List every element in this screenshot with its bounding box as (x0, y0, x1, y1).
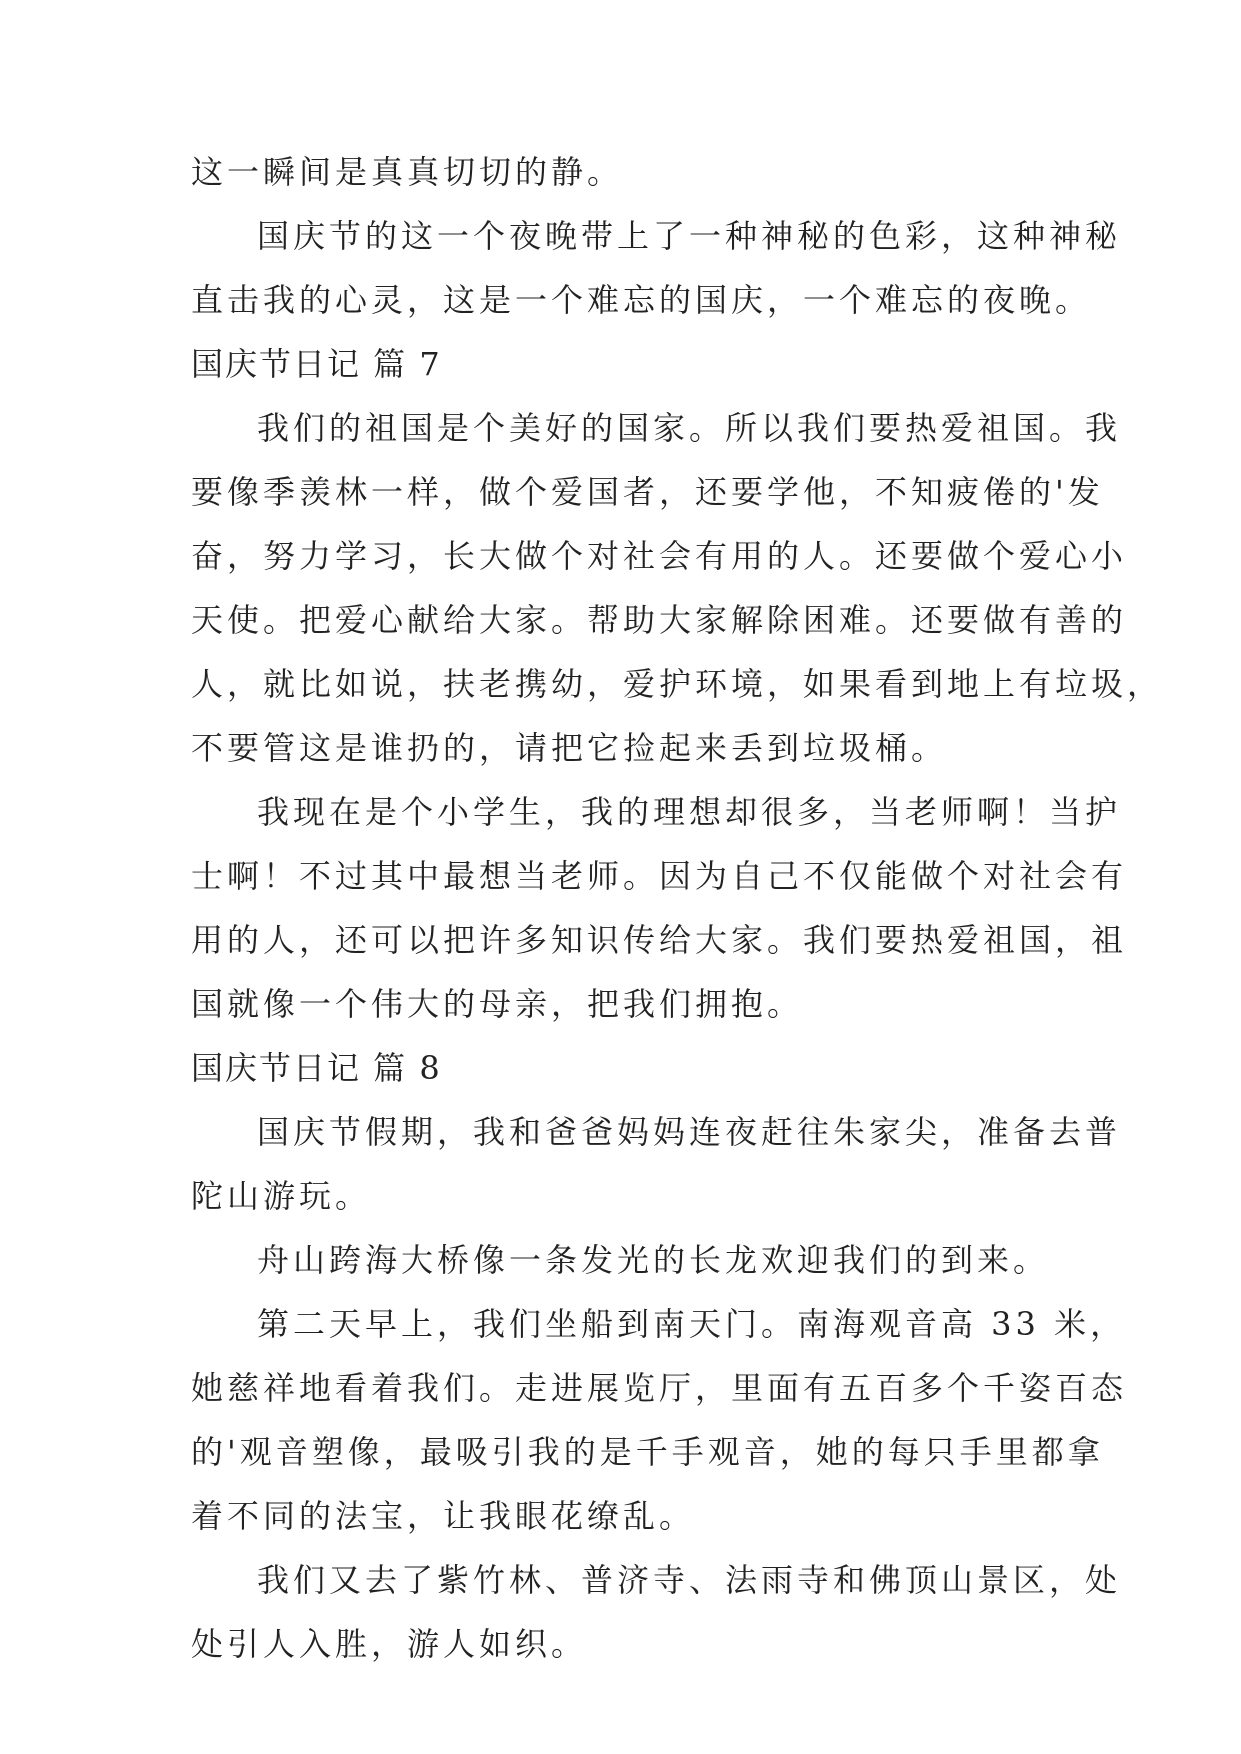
section-heading: 国庆节日记 篇 8 (191, 1049, 442, 1087)
paragraph-first-line: 我们又去了紫竹林、普济寺、法雨寺和佛顶山景区，处 (257, 1561, 1122, 1599)
text-line: 士啊！不过其中最想当老师。因为自己不仅能做个对社会有 (191, 857, 1128, 895)
text-line: 国就像一个伟大的母亲，把我们拥抱。 (191, 985, 804, 1023)
text-line: 人，就比如说，扶老携幼，爱护环境，如果看到地上有垃圾， (191, 665, 1164, 703)
text-line: 天使。把爱心献给大家。帮助大家解除困难。还要做有善的 (191, 601, 1128, 639)
text-line: 的'观音塑像，最吸引我的是千手观音，她的每只手里都拿 (191, 1433, 1104, 1471)
text-line: 奋，努力学习，长大做个对社会有用的人。还要做个爱心小 (191, 537, 1128, 575)
paragraph-first-line: 我现在是个小学生，我的理想却很多，当老师啊！当护 (257, 793, 1122, 831)
text-line: 直击我的心灵，这是一个难忘的国庆，一个难忘的夜晚。 (191, 281, 1092, 319)
text-line: 这一瞬间是真真切切的静。 (191, 153, 624, 191)
text-line: 不要管这是谁扔的，请把它捡起来丢到垃圾桶。 (191, 729, 948, 767)
text-line: 她慈祥地看着我们。走进展览厅，里面有五百多个千姿百态 (191, 1369, 1128, 1407)
text-line: 处引人入胜，游人如织。 (191, 1625, 588, 1663)
text-line: 要像季羡林一样，做个爱国者，还要学他，不知疲倦的'发 (191, 473, 1104, 511)
section-heading: 国庆节日记 篇 7 (191, 345, 442, 383)
paragraph-first-line: 国庆节假期，我和爸爸妈妈连夜赶往朱家尖，准备去普 (257, 1113, 1122, 1151)
text-line: 着不同的法宝，让我眼花缭乱。 (191, 1497, 696, 1535)
paragraph-first-line: 国庆节的这一个夜晚带上了一种神秘的色彩，这种神秘 (257, 217, 1122, 255)
paragraph-first-line: 我们的祖国是个美好的国家。所以我们要热爱祖国。我 (257, 409, 1122, 447)
paragraph-first-line: 舟山跨海大桥像一条发光的长龙欢迎我们的到来。 (257, 1241, 1050, 1279)
text-line: 陀山游玩。 (191, 1177, 372, 1215)
paragraph-first-line: 第二天早上，我们坐船到南天门。南海观音高 33 米， (257, 1305, 1127, 1343)
text-line: 用的人，还可以把许多知识传给大家。我们要热爱祖国，祖 (191, 921, 1128, 959)
